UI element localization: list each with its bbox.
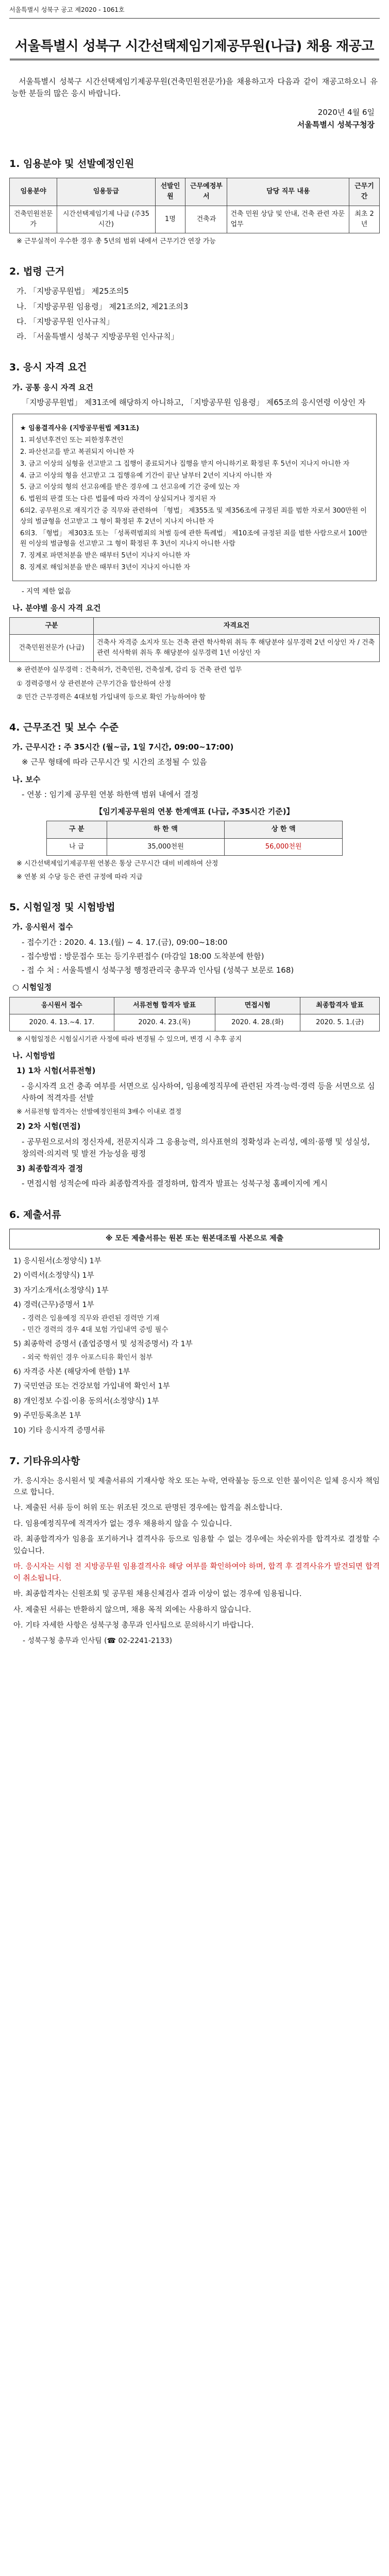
table-cell: 2020. 4. 23.(목) [114, 1014, 215, 1031]
box-line: 6의3. 「형법」 제303조 또는 「성폭력범죄의 처벌 등에 관한 특례법」 제10조에 규정된 죄를 범한 사람으로서 100만원 이상의 벌금형을 선고받고 그 형이 확정된 후 3년이 지나지 아니한 사람 [20, 529, 367, 548]
law-item: 가. 「지방공무원법」 제25조의5 [16, 286, 129, 296]
box-line: 6의2. 공무원으로 재직기간 중 직무와 관련하여 「형법」 제355조 및 제356조에 규정된 죄를 범한 자로서 300만원 이상의 벌금형을 선고받고 그 형이 확정된 후 2년이 지나지 아니한 자 [20, 506, 367, 526]
section-1-heading: 1. 임용분야 및 선발예정인원 [9, 158, 134, 170]
table-cell: 건축민원전문가 (나급) [10, 635, 94, 662]
col-header: 근무예정부서 [185, 178, 227, 206]
section-6-heading: 6. 제출서류 [9, 1209, 61, 1221]
position-table [9, 178, 380, 233]
law-item: 다. 「지방공무원 인사규칙」 [16, 316, 114, 326]
intro-paragraph: 서울특별시 성북구 시간선택제임기제공무원(건축민원전문가)을 채용하고자 다음과 같이 재공고하오니 유능한 분들의 많은 응시 바랍니다. [11, 76, 378, 98]
salary-note: ※ 시간선택제임기제공무원 연봉은 통상 근무시간 대비 비례하여 산정 [16, 859, 218, 868]
table-cell: 2020. 4. 13.~4. 17. [10, 1014, 114, 1031]
col-header: 임용분야 [10, 178, 57, 206]
page-title: 서울특별시 성북구 시간선택제임기제공무원(나급) 채용 재공고 [10, 36, 379, 60]
qualification-note: ② 민간 근무경력은 4대보험 가입내역 등으로 확인 가능하여야 함 [16, 693, 206, 701]
exam-step: 3) 최종합격자 결정 [16, 1164, 83, 1174]
notice-number: 서울특별시 성북구 공고 제2020 - 1061호 [9, 4, 380, 19]
notice-item: 마. 응시자는 시험 전 지방공무원 임용결격사유 해당 여부를 확인하여야 하며, 합격 후 결격사유가 발견되면 합격이 취소됩니다. [13, 1563, 380, 1583]
box-line: 3. 금고 이상의 실형을 선고받고 그 집행이 종료되거나 집행을 받지 아니하기로 확정된 후 5년이 지나지 아니한 자 [20, 460, 350, 468]
document-item: 3) 자기소개서(소정양식) 1부 [13, 1286, 109, 1295]
documents-banner: ※ 모든 제출서류는 원본 또는 원본대조필 사본으로 제출 [9, 1229, 380, 1249]
qualification-note: ※ 관련분야 실무경력 : 건축허가, 건축민원, 건축설계, 감리 등 건축 관련 업무 [16, 666, 242, 674]
col-header: 면접시험 [215, 997, 300, 1014]
notice-item: 바. 최종합격자는 신원조회 및 공무원 채용신체검사 결과 이상이 없는 경우에 임용됩니다. [13, 1590, 302, 1599]
notice-item: 가. 응시자는 응시원서 및 제출서류의 기재사항 착오 또는 누락, 연락불능 등으로 인한 불이익은 일체 응시자 책임으로 합니다. [13, 1477, 380, 1497]
document-item: 9) 주민등록초본 1부 [13, 1412, 81, 1420]
schedule-table [9, 997, 380, 1031]
section-5-heading: 5. 시험일정 및 시험방법 [9, 902, 115, 913]
table-cell: 건축민원전문가 [10, 206, 57, 233]
document-item: 8) 개인정보 수집·이용 동의서(소정양식) 1부 [13, 1397, 159, 1405]
table-cell: 1명 [155, 206, 185, 233]
notice-item: 다. 임용예정직무에 적격자가 없는 경우 채용하지 않을 수 있습니다. [13, 1519, 232, 1528]
notice-date: 2020년 4월 6일 [317, 108, 375, 117]
col-header: 임용등급 [57, 178, 155, 206]
col-header: 서류전형 합격자 발표 [114, 997, 215, 1014]
table-row [10, 635, 380, 662]
salary-table-title: 【임기제공무원의 연봉 한계액표 (나급, 주35시간 기준)】 [95, 807, 294, 817]
notice-item: 아. 기타 자세한 사항은 성북구청 총무과 인사팀으로 문의하시기 바랍니다. [13, 1621, 254, 1630]
section-2-heading: 2. 법령 근거 [9, 266, 65, 278]
table-cell: 나 급 [46, 838, 107, 855]
box-line: 5. 금고 이상의 형의 선고유예를 받은 경우에 그 선고유예 기간 중에 있는 자 [20, 483, 240, 492]
box-line: 7. 징계로 파면처분을 받은 때부터 5년이 지나지 아니한 자 [20, 552, 191, 560]
application-line: - 접수기간 : 2020. 4. 13.(월) ~ 4. 17.(금), 09:00~18:00 [22, 937, 228, 947]
qualification-table [9, 617, 380, 662]
document-item: 7) 국민연금 또는 건강보험 가입내역 확인서 1부 [13, 1382, 170, 1391]
box-line: 1. 피성년후견인 또는 피한정후견인 [20, 436, 124, 445]
work-note: ※ 근무 형태에 따라 근무시간 및 시간의 조정될 수 있음 [22, 757, 207, 767]
exam-step-note: ※ 서류전형 합격자는 선발예정인원의 3배수 이내로 결정 [16, 1108, 182, 1116]
subheading: 나. 보수 [12, 774, 41, 784]
subheading: 가. 근무시간 : 주 35시간 (월~금, 1일 7시간, 09:00~17:00) [12, 742, 234, 752]
col-header: 구분 [10, 617, 94, 634]
table-row [10, 1014, 380, 1031]
subheading: 가. 공통 응시 자격 요건 [12, 382, 93, 392]
box-line: 6. 법원의 판결 또는 다른 법률에 따라 자격이 상실되거나 정지된 자 [20, 495, 216, 503]
exam-step: 2) 2차 시험(면접) [16, 1122, 81, 1131]
salary-note: ※ 연봉 외 수당 등은 관련 규정에 따라 지급 [16, 873, 143, 881]
notice-item: 사. 제출된 서류는 반환하지 않으며, 채용 목적 외에는 사용하지 않습니다. [13, 1605, 251, 1614]
col-header: 근무기간 [349, 178, 380, 206]
subheading: 나. 분야별 응시 자격 요건 [12, 603, 101, 613]
title-wrap [9, 36, 380, 60]
region-note: - 지역 제한 없음 [22, 587, 71, 596]
application-line: - 접 수 처 : 서울특별시 성북구청 행정관리국 총무과 인사팀 (성북구 보문로 168) [22, 965, 294, 975]
col-header: 상 한 액 [225, 821, 343, 838]
document-subnote: - 외국 학위인 경우 아포스티유 확인서 첨부 [23, 1353, 153, 1362]
box-line: 8. 징계로 해임처분을 받은 때부터 3년이 지나지 아니한 자 [20, 563, 191, 571]
exam-step-text: - 응시자격 요건 충족 여부를 서면으로 심사하여, 임용예정직무에 관련된 자격·능력·경력 등을 서면으로 심사하여 적격자를 선발 [22, 1081, 375, 1103]
table-cell: 최초 2년 [349, 206, 380, 233]
salary-table [46, 821, 343, 855]
table-cell: 건축과 [185, 206, 227, 233]
exam-step: 1) 1차 시험(서류전형) [16, 1066, 96, 1076]
table-cell: 건축사 자격증 소지자 또는 건축 관련 학사학위 취득 후 해당분야 실무경력 2년 이상인 자 / 건축 관련 석사학위 취득 후 해당분야 실무경력 1년 이상인 자 [94, 635, 380, 662]
exam-step-text: - 공무원으로서의 정신자세, 전문지식과 그 응용능력, 의사표현의 정확성과 논리성, 예의·품행 및 성실성, 창의력·의지력 및 발전 가능성을 평정 [22, 1137, 370, 1158]
disqualification-box [12, 414, 377, 581]
recruitment-notice [9, 4, 380, 1647]
contact-line: - 성북구청 총무과 인사팀 (☎ 02-2241-2133) [23, 1636, 173, 1645]
schedule-title: ○ 시험일정 [12, 982, 52, 992]
document-item: 2) 이력서(소정양식) 1부 [13, 1272, 94, 1280]
requirement-text: 「지방공무원법」 제31조에 해당하지 아니하고, 「지방공무원 임용령」 제65조의 응시연령 이상인 자 [22, 398, 366, 408]
law-item: 나. 「지방공무원 임용령」 제21조의2, 제21조의3 [16, 301, 189, 311]
table-cell: 건축 민원 상담 및 안내, 건축 관련 자문 업무 [227, 206, 349, 233]
exam-step-text: - 면접시험 성적순에 따라 최종합격자를 결정하며, 합격자 발표는 성북구청 홈페이지에 게시 [22, 1179, 328, 1189]
issuing-org: 서울특별시 성북구청장 [297, 120, 375, 129]
document-item: 6) 자격증 사본 (해당자에 한함) 1부 [13, 1367, 130, 1376]
subheading: 나. 시험방법 [12, 1051, 56, 1061]
table-cell: 2020. 5. 1.(금) [300, 1014, 380, 1031]
table-cell: 시간선택제임기제 나급 (주35시간) [57, 206, 155, 233]
col-header: 담당 직무 내용 [227, 178, 349, 206]
document-subnote: - 경력은 임용예정 직무와 관련된 경력만 기재 [23, 1314, 160, 1323]
table-row [10, 206, 380, 233]
box-line: 4. 금고 이상의 형을 선고받고 그 집행유예 기간이 끝난 날부터 2년이 지나지 아니한 자 [20, 471, 272, 480]
table-note: ※ 근무실적이 우수한 경우 총 5년의 범위 내에서 근무기간 연장 가능 [16, 237, 216, 245]
document-item: 1) 응시원서(소정양식) 1부 [13, 1257, 102, 1265]
col-header: 응시원서 접수 [10, 997, 114, 1014]
box-line: 2. 파산선고를 받고 복권되지 아니한 자 [20, 448, 134, 456]
document-subnote: - 민간 경력의 경우 4대 보험 가입내역 증빙 필수 [23, 1326, 168, 1334]
table-cell: 35,000천원 [107, 838, 225, 855]
section-4-heading: 4. 근무조건 및 보수 수준 [9, 721, 119, 733]
notice-item: 라. 최종합격자가 임용을 포기하거나 결격사유 등으로 임용할 수 없는 경우에는 차순위자를 합격자로 결정할 수 있습니다. [13, 1535, 380, 1555]
application-line: - 접수방법 : 방문접수 또는 등기우편접수 (마감일 18:00 도착분에 한함) [22, 951, 264, 961]
subheading: 가. 응시원서 접수 [12, 922, 73, 932]
document-item: 10) 기타 응시자격 증명서류 [13, 1426, 106, 1435]
table-cell: 2020. 4. 28.(화) [215, 1014, 300, 1031]
col-header: 구 분 [46, 821, 107, 838]
law-item: 라. 「서울특별시 성북구 지방공무원 인사규칙」 [16, 332, 179, 342]
section-7-heading: 7. 기타유의사항 [9, 1455, 80, 1467]
box-title: ★ 임용결격사유 (지방공무원법 제31조) [20, 425, 140, 433]
schedule-note: ※ 시험일정은 시험실시기관 사정에 따라 변경될 수 있으며, 변경 시 추후 공지 [16, 1036, 242, 1043]
col-header: 최종합격자 발표 [300, 997, 380, 1014]
section-3-heading: 3. 응시 자격 요건 [9, 362, 87, 374]
notice-item: 나. 제출된 서류 등이 허위 또는 위조된 것으로 판명된 경우에는 합격을 취소합니다. [13, 1504, 283, 1513]
document-item: 5) 최종학력 증명서 (졸업증명서 및 성적증명서) 각 1부 [13, 1340, 193, 1349]
salary-line: - 연봉 : 임기제 공무원 연봉 하한액 범위 내에서 결정 [22, 789, 199, 799]
document-item: 4) 경력(근무)증명서 1부 [13, 1301, 94, 1310]
col-header: 자격요건 [94, 617, 380, 634]
col-header: 하 한 액 [107, 821, 225, 838]
qualification-note: ① 경력증명서 상 관련분야 근무기간을 합산하여 산정 [16, 680, 172, 688]
table-cell: 56,000천원 [225, 838, 343, 855]
table-row [46, 838, 342, 855]
col-header: 선발인원 [155, 178, 185, 206]
